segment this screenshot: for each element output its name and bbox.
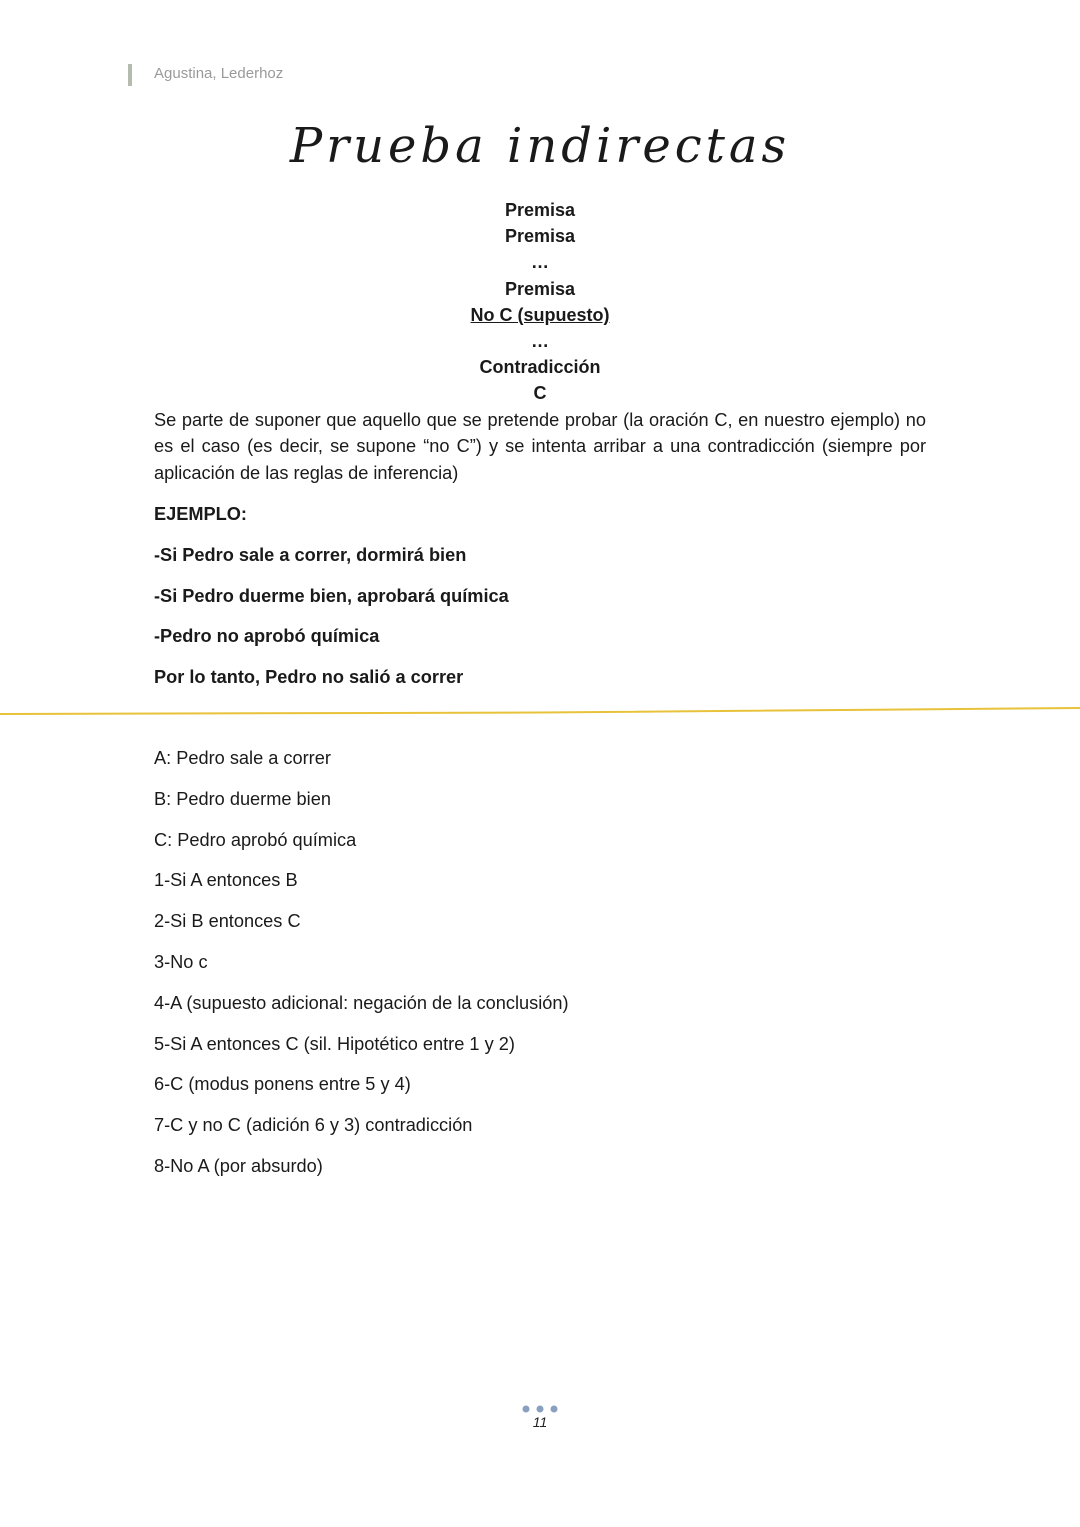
schema-line: Premisa xyxy=(504,200,576,220)
proof-step: 8-No A (por absurdo) xyxy=(154,1155,323,1176)
dot xyxy=(537,1406,544,1413)
header-bar xyxy=(128,64,132,86)
schema-line: C xyxy=(533,383,547,404)
section-divider xyxy=(0,700,1080,720)
proof-step: C: Pedro aprobó química xyxy=(154,829,357,850)
example-premise: -Si Pedro duerme bien, aprobará química xyxy=(154,585,509,606)
schema-assumption-text: No C (supuesto) xyxy=(470,304,610,325)
proof-steps xyxy=(154,747,934,1196)
example-section xyxy=(154,503,934,707)
proof-step: 6-C (modus ponens entre 5 y 4) xyxy=(154,1074,411,1095)
example-conclusion: Por lo tanto, Pedro no salió a correr xyxy=(154,667,464,688)
divider-line xyxy=(0,708,1080,714)
proof-schema xyxy=(0,197,1080,407)
page-number: 11 xyxy=(532,1414,548,1430)
page-title: Prueba indirectas xyxy=(289,118,791,174)
schema-line: … xyxy=(531,330,549,351)
proof-step: 2-Si B entonces C xyxy=(154,911,301,932)
dot xyxy=(551,1406,558,1413)
schema-line: Premisa xyxy=(504,226,576,247)
schema-line: Contradicción xyxy=(479,357,601,378)
proof-step: 7-C y no C (adición 6 y 3) contradicción xyxy=(154,1115,473,1136)
schema-line-assumption xyxy=(0,302,1080,328)
proof-step: A: Pedro sale a correr xyxy=(154,748,331,768)
explanation-paragraph: Se parte de suponer que aquello que se pretende probar (la oración C, en nuestro ejemplo) no es el caso (es decir, se supone “no C”) y se intenta arribar a una contradicción (siempre por aplicación de las reglas de inferencia) xyxy=(154,410,926,483)
page-dots-ornament xyxy=(519,1404,561,1414)
example-premise: -Si Pedro sale a correr, dormirá bien xyxy=(154,544,467,565)
example-heading: EJEMPLO: xyxy=(154,504,247,524)
proof-step: 3-No c xyxy=(154,951,208,972)
proof-step: B: Pedro duerme bien xyxy=(154,788,331,809)
schema-line: Premisa xyxy=(504,278,576,299)
example-premise: -Pedro no aprobó química xyxy=(154,626,380,647)
proof-step: 1-Si A entonces B xyxy=(154,870,298,891)
dot xyxy=(523,1406,530,1413)
proof-step: 5-Si A entonces C (sil. Hipotético entre 1 y 2) xyxy=(154,1033,515,1054)
header-author: Agustina, Lederhoz xyxy=(154,65,284,82)
proof-step: 4-A (supuesto adicional: negación de la conclusión) xyxy=(154,992,569,1013)
schema-line: … xyxy=(531,252,549,273)
